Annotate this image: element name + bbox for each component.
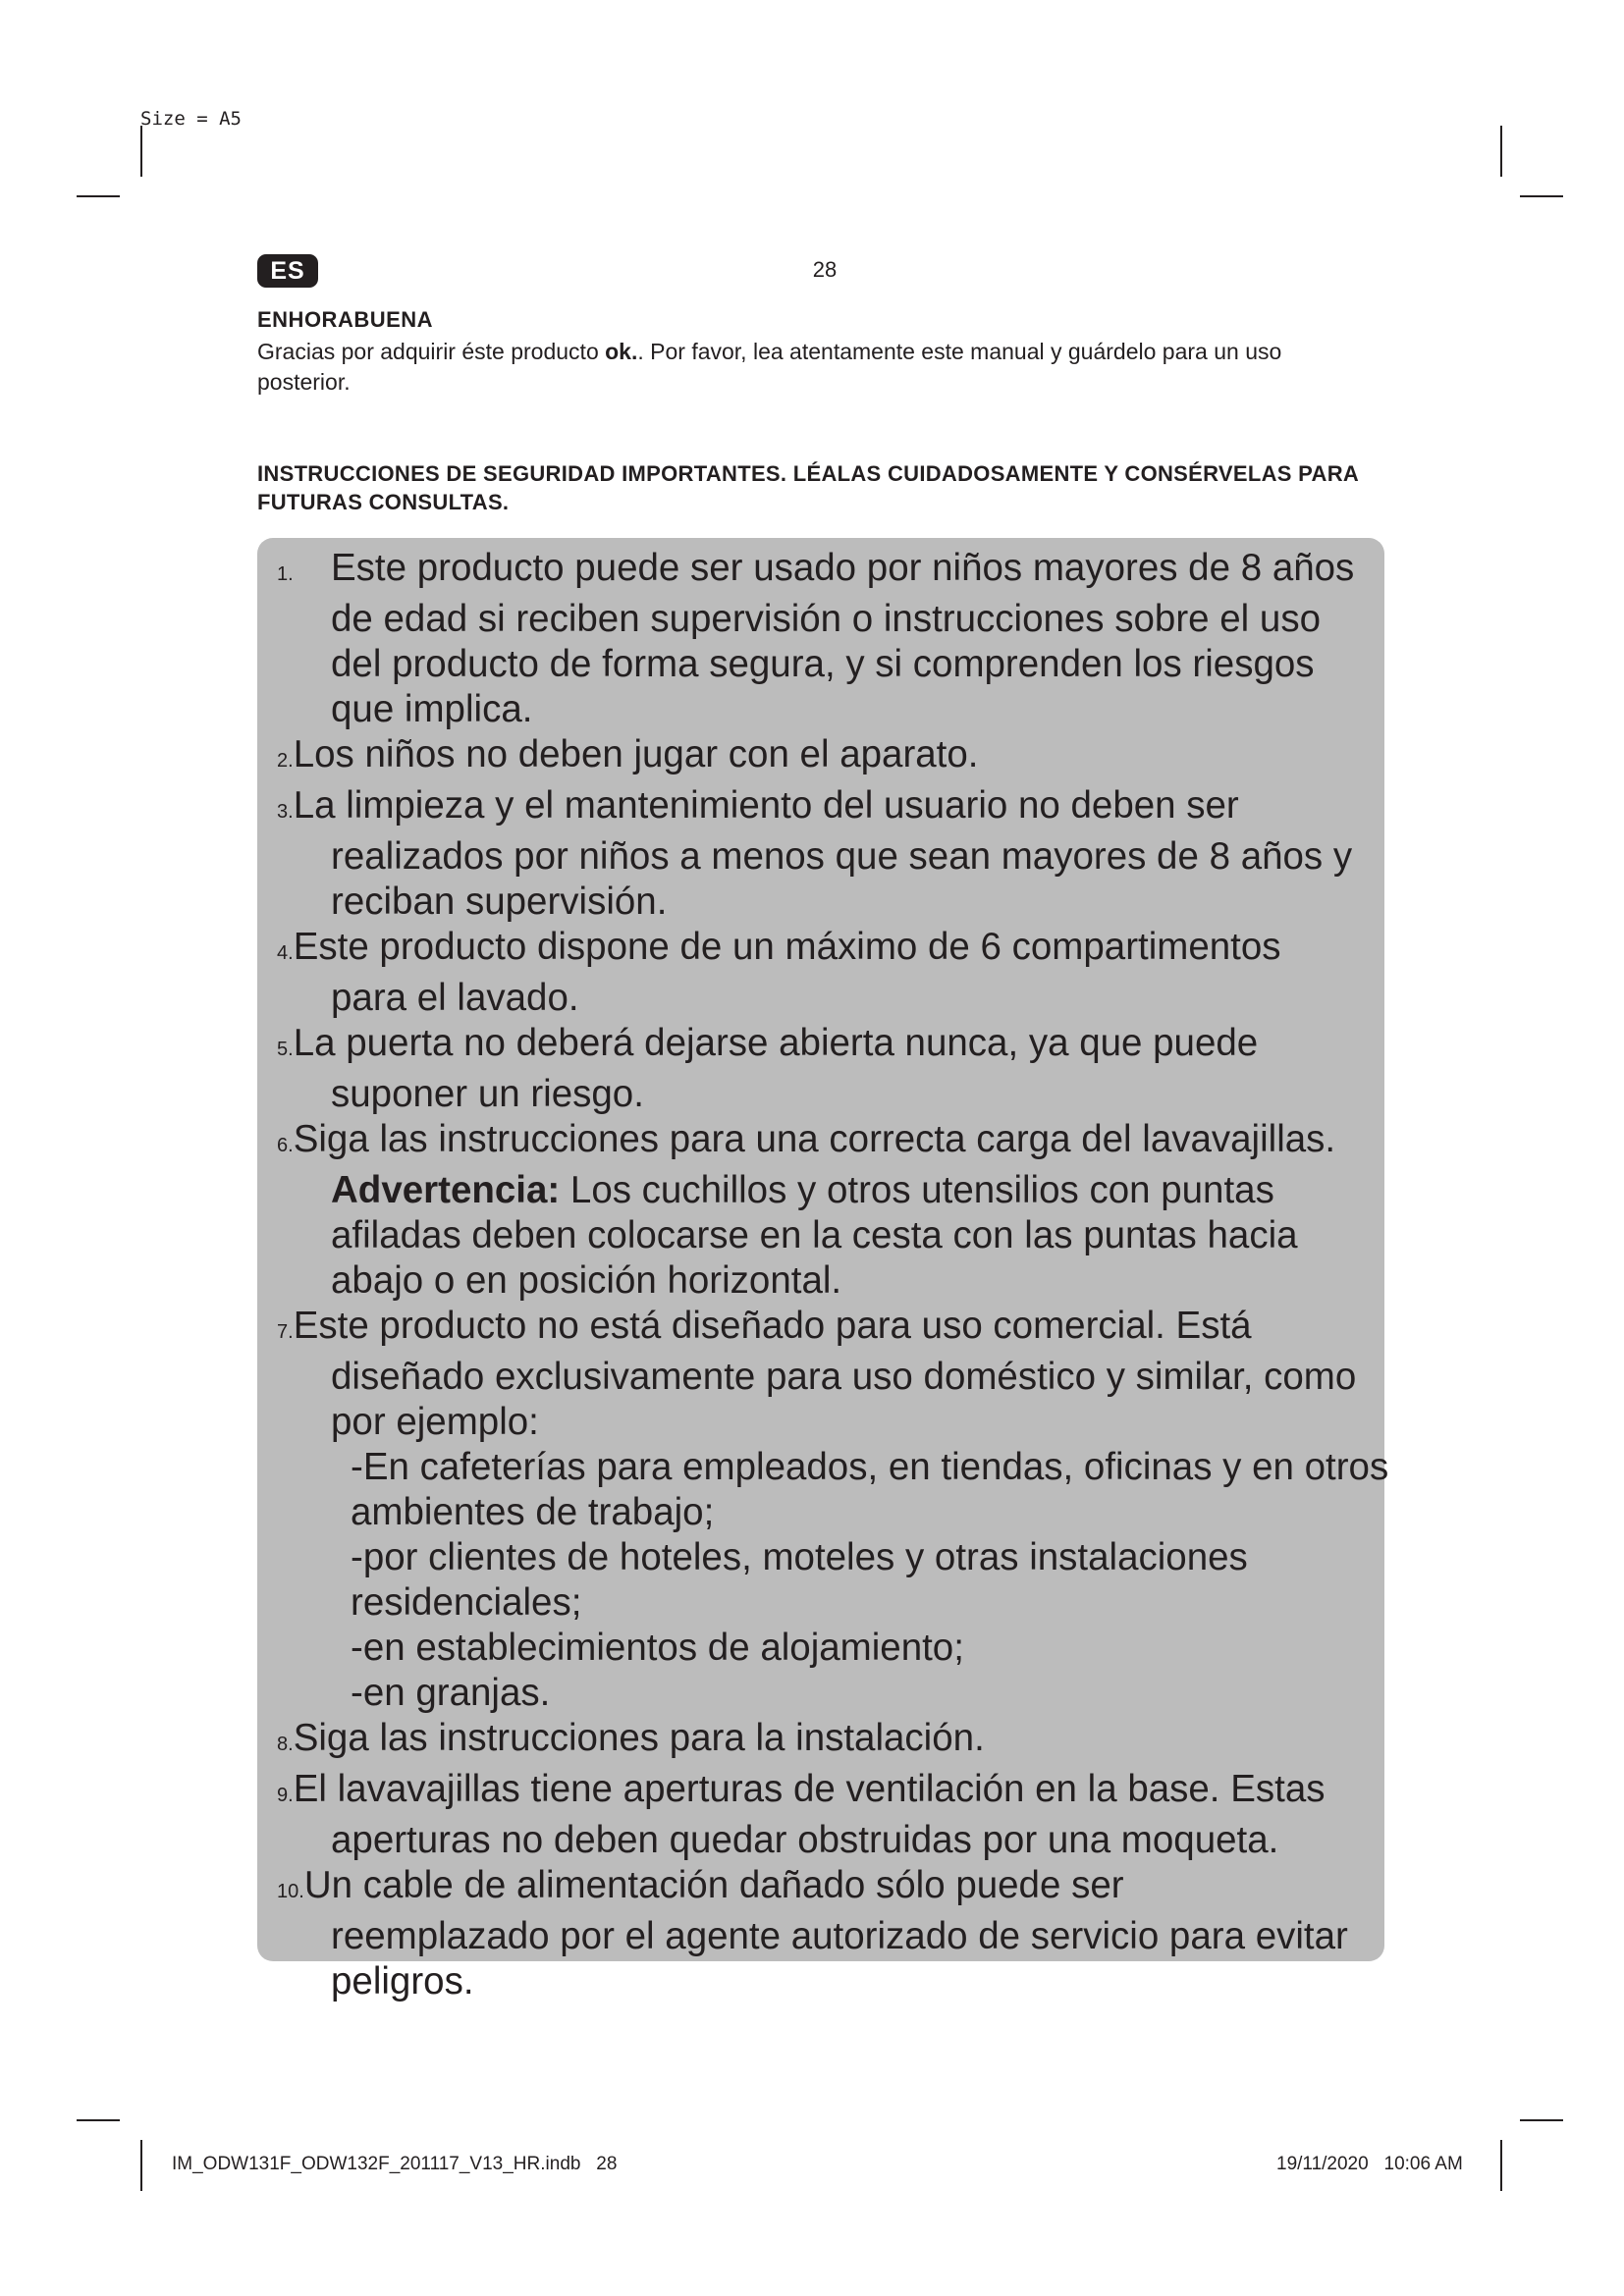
safety-item-first-line <box>277 1716 1396 1767</box>
safety-item-text: Este producto no está diseñado para uso comercial. Está <box>293 1305 1252 1347</box>
safety-item-first-line <box>277 1863 1396 1914</box>
crop-mark-top-left-h <box>77 195 120 197</box>
safety-item-sub-line: residenciales; <box>351 1581 582 1624</box>
safety-item-warning-line: afiladas deben colocarse en la cesta con las puntas hacia <box>331 1214 1298 1256</box>
crop-mark-bottom-right-h <box>1520 2119 1563 2121</box>
safety-item-text: Este producto dispone de un máximo de 6 compartimentos <box>293 926 1281 968</box>
safety-item <box>257 783 1396 925</box>
crop-mark-top-right-h <box>1520 195 1563 197</box>
safety-item-text: La limpieza y el mantenimiento del usuario no deben ser <box>293 784 1239 827</box>
safety-item-continuation: suponer un riesgo. <box>331 1073 644 1115</box>
safety-item-sub-line: ambientes de trabajo; <box>351 1491 715 1533</box>
safety-item-first-line <box>277 783 1396 834</box>
safety-item <box>257 1021 1396 1117</box>
safety-item-text: Este producto puede ser usado por niños mayores de 8 años <box>331 547 1355 589</box>
safety-item-first-line <box>277 925 1396 976</box>
safety-item-text: Siga las instrucciones para una correcta carga del lavavajillas. <box>293 1118 1336 1160</box>
safety-item <box>257 546 1396 732</box>
safety-item-number: 3. <box>277 801 294 823</box>
safety-item <box>257 1863 1396 2004</box>
safety-item-continuation: de edad si reciben supervisión o instrucciones sobre el uso <box>331 598 1321 640</box>
safety-item-warning-line: abajo o en posición horizontal. <box>331 1259 842 1302</box>
safety-item-warning-line <box>277 1168 1396 1213</box>
safety-item-continuation: reemplazado por el agente autorizado de servicio para evitar <box>331 1915 1348 1957</box>
safety-item <box>257 1304 1396 1716</box>
safety-item-sub-line: -En cafeterías para empleados, en tiendas, oficinas y en otros <box>351 1446 1389 1488</box>
safety-item-number: 2. <box>277 750 294 772</box>
language-badge: ES <box>257 254 318 288</box>
safety-item-text: La puerta no deberá dejarse abierta nunca, ya que puede <box>293 1022 1259 1064</box>
safety-item-continuation: para el lavado. <box>331 977 579 1019</box>
safety-item-first-line <box>277 732 1396 783</box>
safety-item-sub-line: -en establecimientos de alojamiento; <box>351 1627 964 1669</box>
congrats-title: ENHORABUENA <box>257 307 434 332</box>
safety-list <box>257 546 1396 2004</box>
safety-heading: INSTRUCCIONES DE SEGURIDAD IMPORTANTES. LÉALAS CUIDADOSAMENTE Y CONSÉRVELAS PARA FUTURAS CONSULTAS. <box>257 461 1359 514</box>
safety-item-first-line <box>277 546 1396 597</box>
safety-item-number: 10. <box>277 1881 304 1902</box>
safety-item-continuation: reciban supervisión. <box>331 881 668 923</box>
safety-item-number: 5. <box>277 1039 294 1060</box>
intro-text-after: . Por favor, lea atentamente este manual y guárdelo para un uso posterior. <box>257 339 1282 395</box>
safety-item-continuation: diseñado exclusivamente para uso doméstico y similar, como <box>331 1356 1357 1398</box>
crop-mark-bottom-left-v <box>140 2140 142 2191</box>
intro-paragraph <box>257 337 1377 398</box>
safety-item-continuation: que implica. <box>331 688 533 730</box>
safety-item-sub-line: -en granjas. <box>351 1672 551 1714</box>
intro-text-before: Gracias por adquirir éste producto <box>257 339 606 364</box>
safety-item <box>257 1716 1396 1767</box>
size-label: Size = A5 <box>140 108 242 130</box>
crop-mark-top-left-v <box>140 126 142 177</box>
safety-item <box>257 1117 1396 1304</box>
warning-label: Advertencia: <box>331 1169 561 1211</box>
crop-mark-top-right-v <box>1500 126 1502 177</box>
safety-item-text: Los niños no deben jugar con el aparato. <box>293 733 979 775</box>
safety-item-number: 4. <box>277 942 294 964</box>
safety-item-number: 7. <box>277 1321 294 1343</box>
safety-item-first-line <box>277 1117 1396 1168</box>
safety-item-continuation: peligros. <box>331 1960 474 2002</box>
safety-item <box>257 732 1396 783</box>
footer-date: 19/11/2020 10:06 AM <box>1276 2154 1463 2174</box>
safety-item-number: 9. <box>277 1785 294 1806</box>
brand-name: ok. <box>605 339 638 364</box>
safety-item-first-line <box>277 1767 1396 1818</box>
safety-item-text: El lavavajillas tiene aperturas de ventilación en la base. Estas <box>293 1768 1326 1810</box>
safety-item-number: 8. <box>277 1734 294 1755</box>
crop-mark-bottom-right-v <box>1500 2140 1502 2191</box>
safety-item <box>257 1767 1396 1863</box>
safety-item-text: Siga las instrucciones para la instalación. <box>293 1717 985 1759</box>
safety-item-first-line <box>277 1021 1396 1072</box>
safety-item-text: Un cable de alimentación dañado sólo puede ser <box>303 1864 1124 1906</box>
safety-item-continuation: del producto de forma segura, y si comprenden los riesgos <box>331 643 1315 685</box>
safety-item-number: 6. <box>277 1135 294 1156</box>
crop-mark-bottom-left-h <box>77 2119 120 2121</box>
safety-item-number: 1. <box>277 563 294 585</box>
safety-item-continuation: realizados por niños a menos que sean mayores de 8 años y <box>331 835 1353 878</box>
footer-file-name: IM_ODW131F_ODW132F_201117_V13_HR.indb 28 <box>172 2154 618 2174</box>
safety-item-continuation: aperturas no deben quedar obstruidas por una moqueta. <box>331 1819 1279 1861</box>
safety-item-continuation: por ejemplo: <box>331 1401 539 1443</box>
safety-item <box>257 925 1396 1021</box>
warning-text: Los cuchillos y otros utensilios con puntas <box>560 1169 1274 1211</box>
safety-item-sub-line: -por clientes de hoteles, moteles y otras instalaciones <box>351 1536 1248 1578</box>
safety-item-first-line <box>277 1304 1396 1355</box>
page-number: 28 <box>812 257 838 282</box>
